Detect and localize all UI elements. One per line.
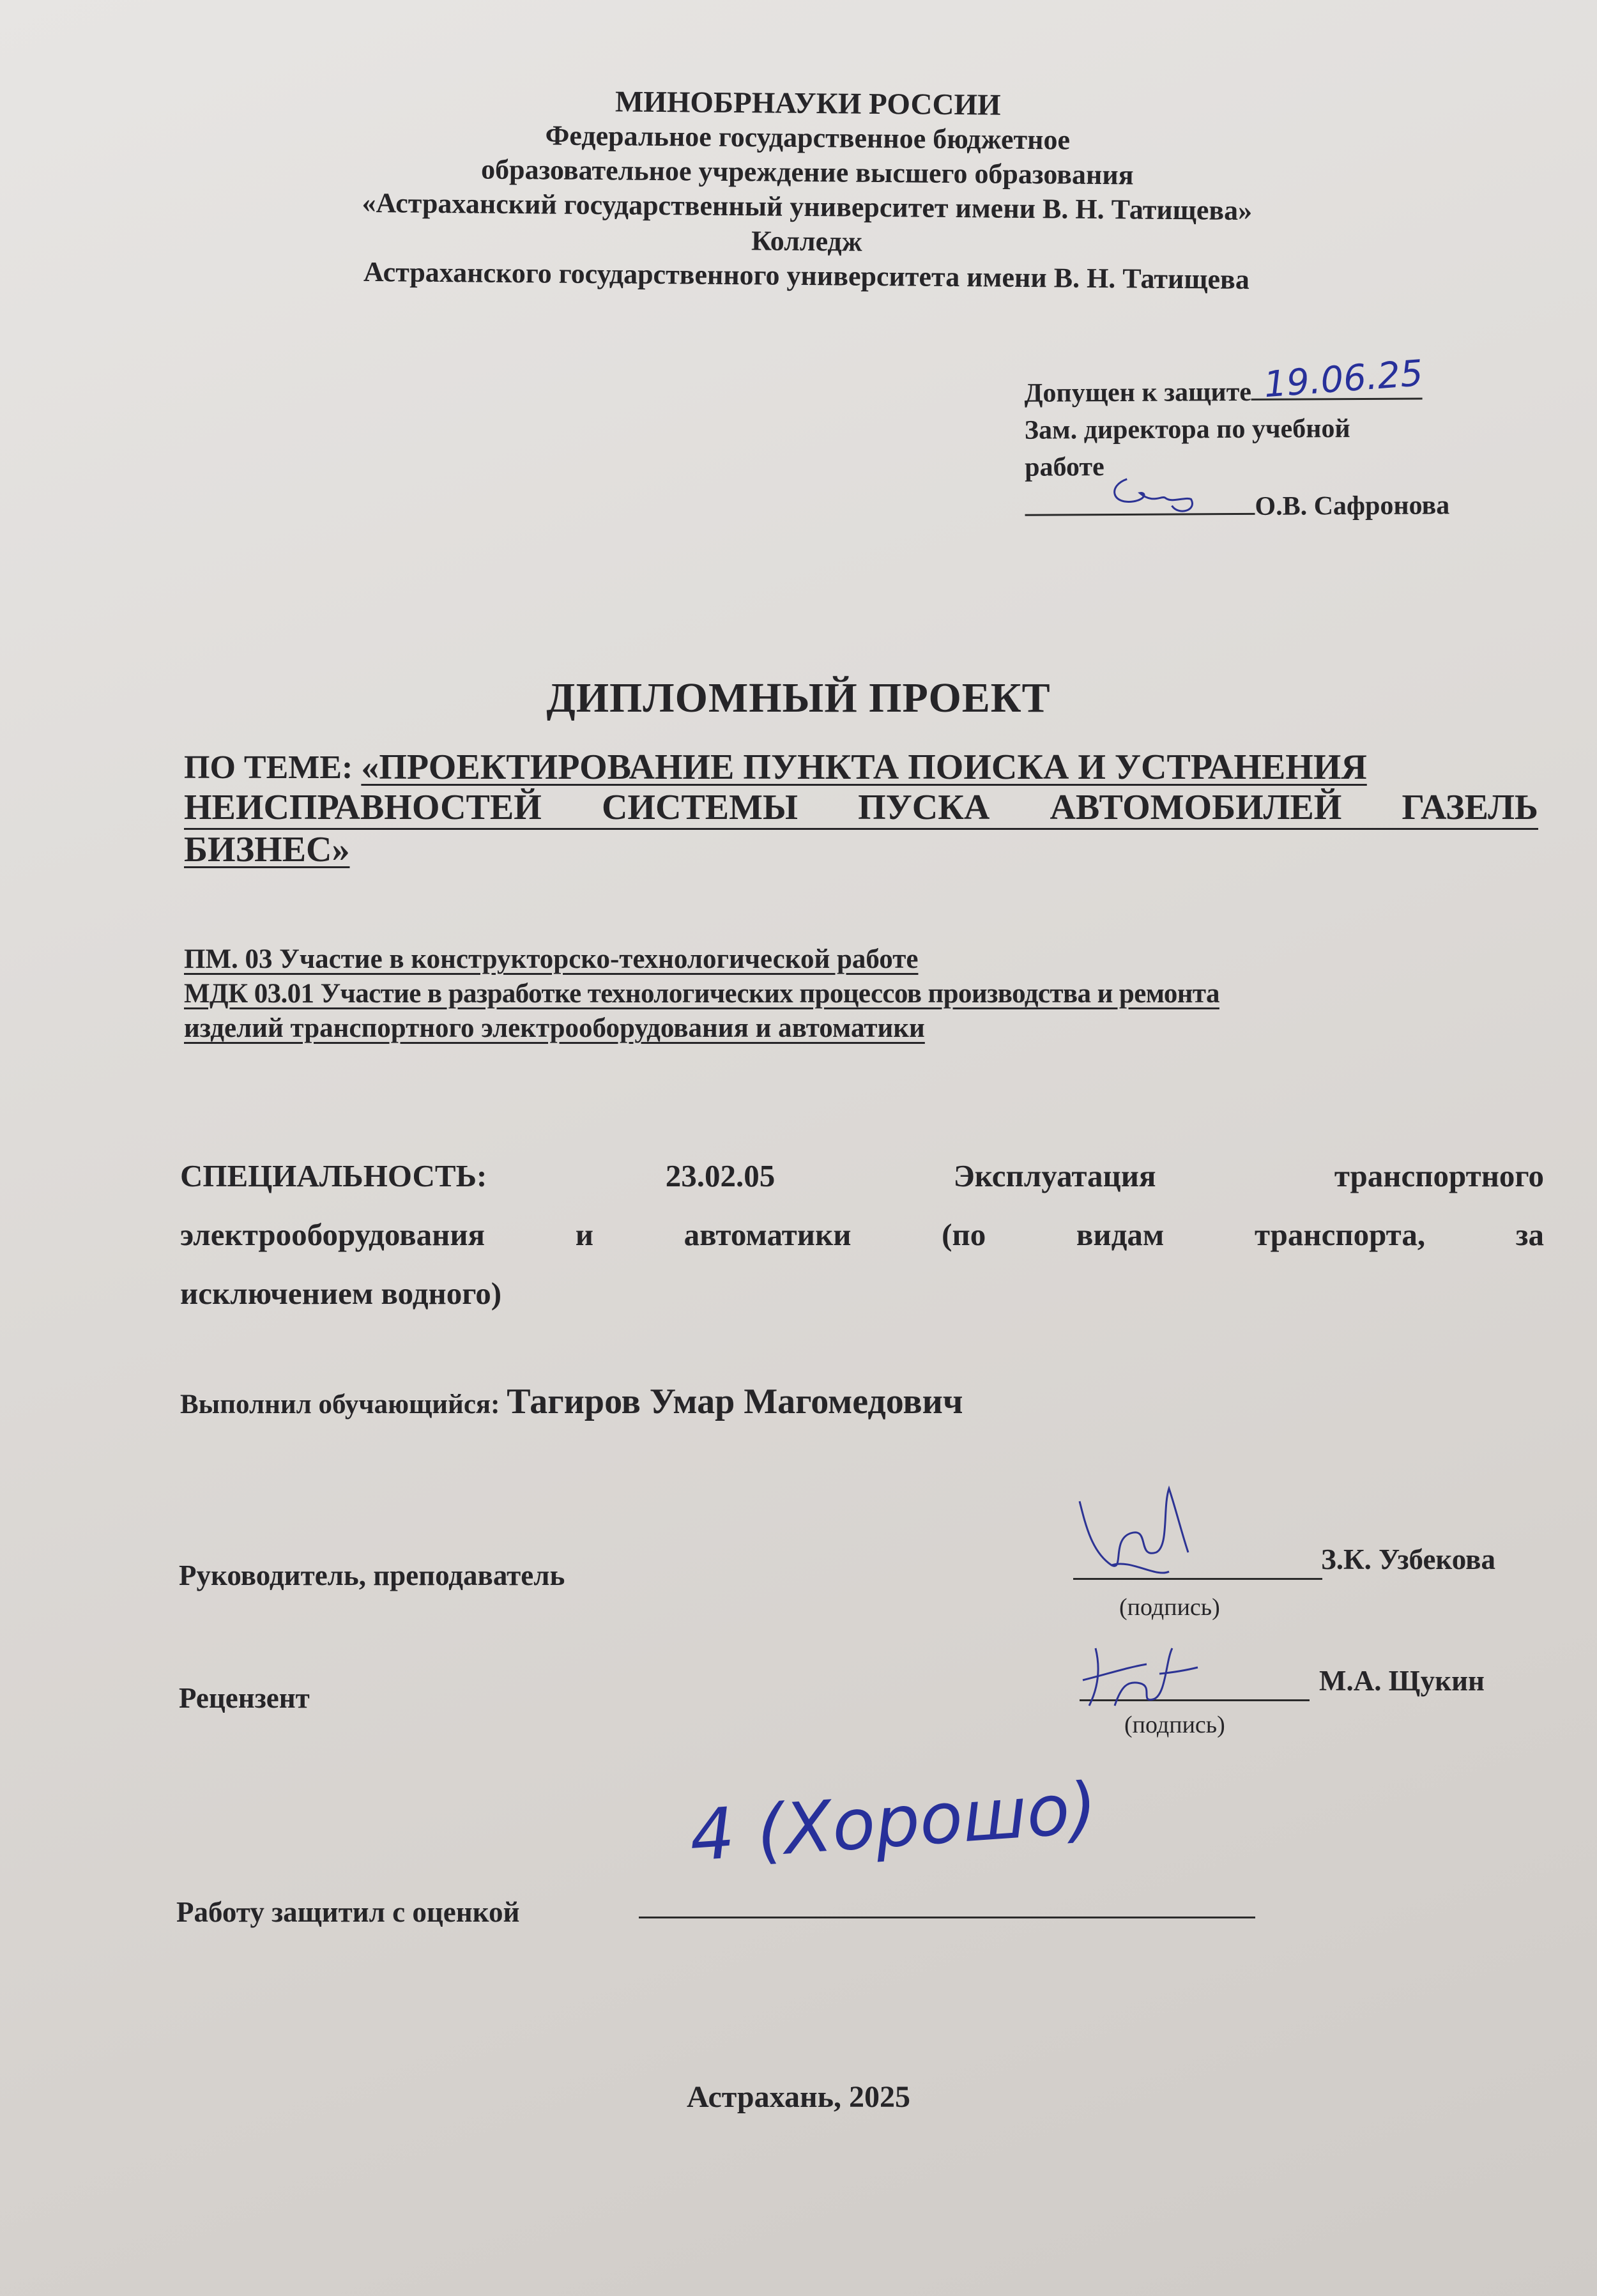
admitted-date-line <box>1251 352 1425 406</box>
approval-block <box>1024 352 1450 526</box>
position-line-2: работе <box>1025 452 1104 482</box>
grade-handwritten: 4 (Хорошо) <box>687 1766 1100 1877</box>
performer-label: Выполнил обучающийся: <box>180 1389 500 1420</box>
specialty-word: исключением водного) <box>180 1276 502 1311</box>
supervisor-signature <box>1073 1482 1214 1597</box>
admitted-date-handwritten: 19.06.25 <box>1262 352 1425 406</box>
theme-word: АВТОМОБИЛЕЙ <box>1050 788 1342 827</box>
college-line: Колледж <box>751 225 862 257</box>
reviewer-name: М.А. Щукин <box>1319 1665 1485 1697</box>
reviewer-signature-caption: (подпись) <box>1124 1711 1225 1738</box>
deputy-signature <box>1101 466 1229 517</box>
mdk-line-1: МДК 03.01 Участие в разработке технологических процессов производства и ремонта <box>184 979 1219 1009</box>
specialty-word: (по <box>942 1217 986 1252</box>
reviewer-label: Рецензент <box>179 1682 310 1714</box>
theme-line-3: БИЗНЕС» <box>184 830 350 869</box>
theme-line-1: «ПРОЕКТИРОВАНИЕ ПУНКТА ПОИСКА И УСТРАНЕНИЯ <box>361 747 1367 787</box>
pm-line: ПМ. 03 Участие в конструкторско-технологической работе <box>184 944 919 974</box>
modules-block <box>184 942 1219 1046</box>
theme-word: СИСТЕМЫ <box>601 788 798 827</box>
header-line-2: Федеральное государственное бюджетное <box>545 119 1071 156</box>
specialty-row-3 <box>180 1264 1544 1323</box>
specialty-word: за <box>1515 1217 1544 1252</box>
supervisor-signature-caption: (подпись) <box>1119 1594 1220 1621</box>
theme-word: ГАЗЕЛЬ <box>1402 788 1538 827</box>
header-line-3: образовательное учреждение высшего образования <box>480 153 1134 191</box>
specialty-word: автоматики <box>684 1217 852 1252</box>
theme-prefix: ПО ТЕМЕ: <box>184 749 353 786</box>
reviewer-signature <box>1076 1635 1204 1718</box>
specialty-word: электрооборудования <box>180 1217 485 1252</box>
theme-word: ПУСКА <box>858 788 990 827</box>
specialty-word: видам <box>1076 1217 1165 1252</box>
deputy-signature-line <box>1025 485 1255 516</box>
college-of-line: Астраханского государственного университета имени В. Н. Татищева <box>363 256 1250 296</box>
university-name: «Астраханский государственный университет имени В. Н. Татищева» <box>362 187 1253 227</box>
defense-label: Работу защитил с оценкой <box>176 1896 520 1928</box>
specialty-word: транспорта, <box>1254 1217 1426 1252</box>
specialty-word: и <box>575 1217 593 1252</box>
ministry-line: МИНОБРНАУКИ РОССИИ <box>615 85 1001 122</box>
supervisor-label: Руководитель, преподаватель <box>179 1559 565 1591</box>
specialty-block <box>180 1147 1544 1323</box>
supervisor-name: З.К. Узбекова <box>1321 1543 1495 1575</box>
theme-word: НЕИСПРАВНОСТЕЙ <box>184 788 542 827</box>
city-year: Астрахань, 2025 <box>686 2080 911 2114</box>
grade-line <box>639 1917 1255 1918</box>
theme-line-2 <box>184 788 1538 830</box>
deputy-name: О.В. Сафронова <box>1255 491 1450 521</box>
institution-header <box>190 81 1425 299</box>
performer-line <box>180 1381 963 1422</box>
performer-name: Тагиров Умар Магомедович <box>507 1382 963 1421</box>
specialty-row-1 <box>180 1147 1544 1205</box>
specialty-label: СПЕЦИАЛЬНОСТЬ: <box>180 1158 487 1193</box>
position-line-1: Зам. директора по учебной <box>1024 414 1350 445</box>
specialty-word: транспортного <box>1334 1158 1544 1193</box>
specialty-code: 23.02.05 <box>665 1158 776 1193</box>
mdk-line-2: изделий транспортного электрооборудования и автоматики <box>184 1013 925 1043</box>
document-title: ДИПЛОМНЫЙ ПРОЕКТ <box>546 675 1051 721</box>
project-theme <box>184 747 1538 870</box>
admitted-label: Допущен к защите <box>1024 377 1252 408</box>
specialty-row-2 <box>180 1205 1544 1264</box>
specialty-word: Эксплуатация <box>953 1158 1156 1193</box>
